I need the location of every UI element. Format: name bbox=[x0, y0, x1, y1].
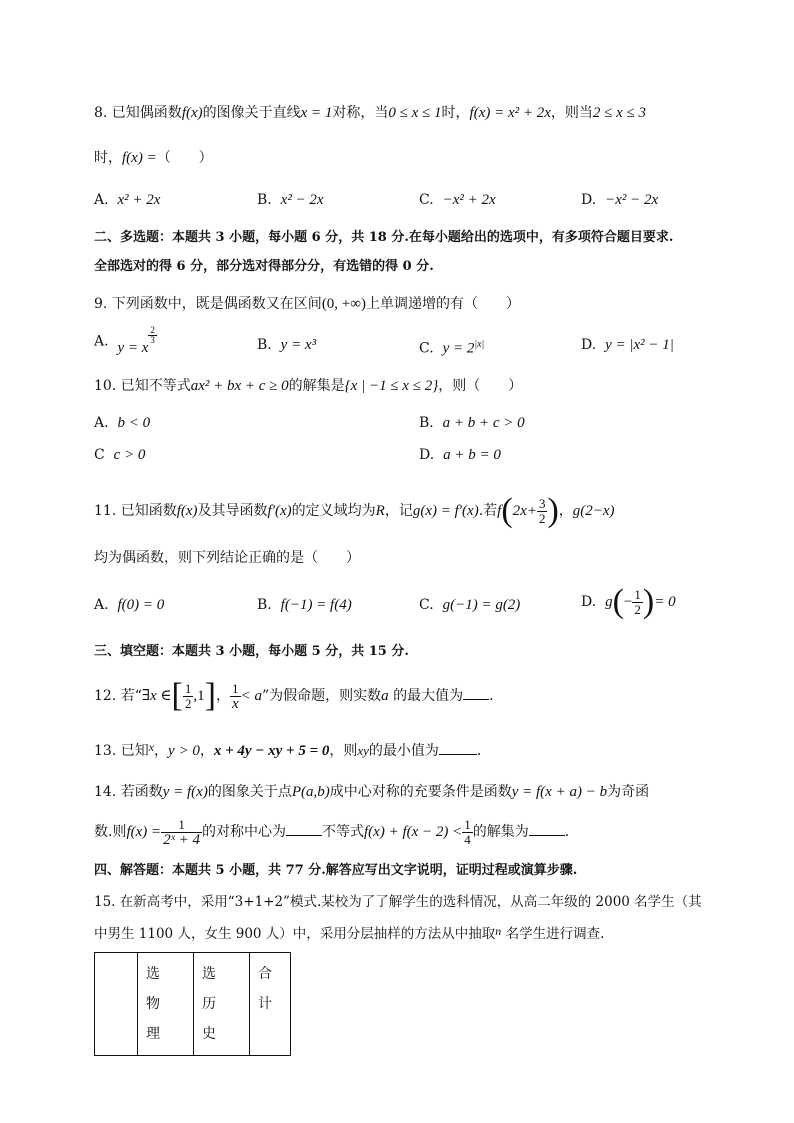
q11-option-c bbox=[419, 596, 520, 614]
q13-text: 13. 已知 bbox=[94, 743, 149, 759]
frac-num: 1 bbox=[161, 818, 202, 833]
q14-text-b: 的图象关于点 bbox=[207, 784, 292, 800]
q13-text-b: ，则 bbox=[329, 743, 358, 759]
q8-option-d bbox=[581, 191, 658, 209]
math-set: {x | −1 ≤ x ≤ 2} bbox=[344, 378, 439, 394]
q15-stem-line1: 15. 在新高考中，采用“3+1+2”模式.某校为了了解学生的选科情况，从高二年级的 2000 名学生（其 bbox=[94, 894, 702, 910]
q14-stem-line1 bbox=[94, 783, 649, 801]
q12-end: . bbox=[489, 688, 494, 704]
math-y2: y = f(x + a) − b bbox=[511, 784, 608, 800]
option-letter: A. bbox=[94, 597, 109, 613]
right-paren: ) bbox=[547, 492, 559, 529]
header-physics: 选物理 bbox=[146, 966, 170, 1042]
math-P: P(a,b) bbox=[291, 784, 330, 800]
math-dfx: f′(x) bbox=[267, 503, 292, 519]
section2-heading-line2: 全部选对的得 6 分，部分选对得部分分，有选错的得 0 分. bbox=[94, 259, 434, 274]
q8-text-mid3: 时， bbox=[441, 105, 470, 121]
section3-heading: 三、填空题：本题共 3 小题，每小题 5 分，共 15 分. bbox=[94, 644, 409, 659]
fraction-f bbox=[161, 818, 202, 847]
q10-stem bbox=[94, 377, 522, 395]
left-paren: ( bbox=[501, 492, 513, 529]
q12-text: 12. 若“ bbox=[94, 688, 142, 704]
answer-paren: （ ） bbox=[156, 150, 213, 166]
q8-line2 bbox=[94, 149, 213, 167]
option-expr: g bbox=[605, 594, 613, 610]
fraction-1-x bbox=[230, 682, 241, 711]
q8-text-mid1: 的图像关于直线 bbox=[202, 105, 301, 121]
table-header-cell bbox=[138, 953, 194, 1056]
q9-text: 9. 下列函数中，既是偶函数又在区间 bbox=[94, 296, 322, 312]
frac-den: x bbox=[231, 695, 239, 712]
option-expr: y = 2 bbox=[442, 340, 475, 357]
q11-text-b: 及其导函数 bbox=[197, 503, 268, 519]
q12-text-c: 的最大值为 bbox=[388, 688, 464, 704]
fraction-1-4 bbox=[462, 818, 473, 847]
fraction-1-2 bbox=[183, 682, 194, 711]
option-letter: D. bbox=[419, 447, 435, 463]
answer-blank-center[interactable] bbox=[286, 821, 322, 836]
fraction-3-2 bbox=[537, 497, 548, 526]
math-def: f(x) = x² + 2x bbox=[469, 105, 551, 121]
q14-text-d: 为奇函 bbox=[607, 784, 650, 800]
frac-den: 2ˣ + 4 bbox=[163, 831, 200, 848]
frac-den: 2 bbox=[184, 695, 192, 711]
math-n: n bbox=[495, 924, 502, 938]
option-expr: y = x bbox=[117, 339, 149, 356]
math-ypos: y > 0 bbox=[168, 743, 200, 759]
option-letter: A. bbox=[94, 415, 109, 431]
option-expr: a + b = 0 bbox=[443, 447, 501, 463]
q13-stem bbox=[94, 740, 481, 760]
math-range1: 0 ≤ x ≤ 1 bbox=[388, 105, 442, 121]
answer-blank[interactable] bbox=[463, 685, 489, 700]
option-expr-b: = 0 bbox=[654, 594, 676, 610]
q8-text-mid2: 对称，当 bbox=[332, 105, 389, 121]
q10-option-b bbox=[419, 414, 525, 432]
table-header-cell bbox=[194, 953, 250, 1056]
frac-num: 1 bbox=[634, 586, 641, 602]
option-expr: f(−1) = f(4) bbox=[280, 597, 352, 613]
q8-line2-text: 时， bbox=[94, 150, 122, 166]
q14-line2-b: 的对称中心为 bbox=[202, 824, 286, 840]
q12-sep: ， bbox=[215, 688, 230, 704]
frac-den: 4 bbox=[464, 831, 471, 847]
q9-option-b bbox=[257, 336, 316, 354]
q15-text: 中男生 1100 人，女生 900 人）中，采用分层抽样的方法从中抽取 bbox=[94, 926, 496, 942]
option-expr: x² − 2x bbox=[280, 192, 324, 208]
math-f: f bbox=[497, 503, 502, 519]
fraction-1-2 bbox=[632, 588, 643, 617]
option-expr: g(−1) = g(2) bbox=[442, 597, 521, 613]
math-xy: xy bbox=[357, 743, 369, 758]
option-letter: A. bbox=[94, 333, 109, 350]
math-fx: f(x) bbox=[181, 105, 203, 121]
q9-text-b: 上单调递增的有（ ） bbox=[365, 296, 520, 312]
q11-option-d bbox=[581, 583, 676, 620]
q15-text-b: 名学生进行调查. bbox=[501, 926, 605, 942]
answer-blank[interactable] bbox=[439, 740, 477, 755]
right-paren: ) bbox=[642, 583, 655, 620]
q14-stem-line2 bbox=[94, 815, 569, 849]
q8-option-a bbox=[94, 191, 160, 209]
option-expr: x² + 2x bbox=[117, 192, 161, 208]
option-letter: C bbox=[94, 447, 105, 463]
q10-option-c bbox=[94, 446, 145, 464]
math-a: a bbox=[381, 688, 389, 704]
math-lt: < a bbox=[240, 688, 262, 704]
option-letter: C. bbox=[419, 597, 434, 613]
q14-text-c: 成中心对称的充要条件是函数 bbox=[329, 784, 512, 800]
q11-option-a bbox=[94, 596, 164, 614]
math-R: R bbox=[375, 503, 385, 519]
table-header-cell bbox=[250, 953, 291, 1056]
q11-stem-line2: 均为偶函数，则下列结论正确的是（ ） bbox=[94, 550, 360, 566]
q10-option-a bbox=[94, 414, 150, 432]
q9-option-c bbox=[419, 336, 484, 358]
math-ineq: f(x) + f(x − 2) < bbox=[364, 824, 463, 840]
q10-text: 10. 已知不等式 bbox=[94, 378, 191, 394]
q14-line2-c: 不等式 bbox=[322, 824, 364, 840]
section4-heading: 四、解答题：本题共 5 小题，共 77 分.解答应写出文字说明，证明过程或演算步骤. bbox=[94, 863, 578, 878]
q13-sep2: ， bbox=[199, 743, 214, 759]
option-expr: b < 0 bbox=[117, 415, 151, 431]
q10-text-b: 的解集是 bbox=[288, 378, 345, 394]
q9-option-d bbox=[581, 336, 674, 354]
option-expr: y = |x² − 1| bbox=[605, 337, 674, 353]
q9-option-a bbox=[94, 325, 157, 356]
math-interval: (0, +∞) bbox=[321, 296, 366, 312]
option-letter: B. bbox=[257, 337, 272, 353]
math-arg: 2x+ bbox=[512, 503, 537, 519]
q8-line1 bbox=[94, 104, 646, 122]
option-letter: B. bbox=[257, 597, 272, 613]
left-paren: ( bbox=[612, 583, 624, 620]
frac-num: 1 bbox=[230, 682, 241, 697]
q11-text: 11. 已知函数 bbox=[94, 503, 177, 519]
frac-den: 2 bbox=[538, 510, 546, 526]
math-gdef: g(x) = f′(x) bbox=[412, 503, 479, 519]
option-letter: B. bbox=[257, 192, 272, 208]
q14-line2-d: 的解集为 bbox=[472, 824, 529, 840]
option-expr: c > 0 bbox=[113, 447, 146, 463]
math-ineq: ax² + bx + c ≥ 0 bbox=[190, 378, 289, 394]
q13-end: . bbox=[476, 743, 482, 759]
option-letter: C. bbox=[419, 192, 434, 208]
math-g2: g(2−x) bbox=[572, 503, 615, 519]
q11-text-d: ，记 bbox=[384, 503, 413, 519]
option-letter: D. bbox=[581, 337, 597, 353]
math-y1: y = f(x) bbox=[162, 784, 208, 800]
q11-text-f: ， bbox=[558, 503, 573, 519]
exp-num: 2 bbox=[150, 325, 155, 335]
option-letter: C. bbox=[419, 340, 434, 357]
math-range2: 2 ≤ x ≤ 3 bbox=[592, 105, 647, 121]
q14-text: 14. 若函数 bbox=[94, 784, 163, 800]
survey-table bbox=[94, 952, 291, 1056]
q11-text-e: .若 bbox=[478, 503, 498, 519]
option-sup: |x| bbox=[474, 339, 485, 350]
section2-heading-line1: 二、多选题：本题共 3 小题，每小题 6 分，共 18 分.在每小题给出的选项中，有多项符合题目要求. bbox=[94, 230, 674, 245]
neg-sign: − bbox=[623, 594, 633, 610]
q11-stem-line1 bbox=[94, 492, 615, 529]
q10-option-d bbox=[419, 446, 501, 464]
q14-line2-text: 数.则 bbox=[94, 824, 127, 840]
q11-text-c: 的定义域均为 bbox=[291, 503, 376, 519]
q10-text-c: ，则（ ） bbox=[438, 378, 523, 394]
option-expr: −x² + 2x bbox=[442, 192, 496, 208]
table-header-row bbox=[95, 953, 291, 1056]
left-bracket: [ bbox=[171, 677, 183, 714]
q9-stem bbox=[94, 295, 520, 313]
header-total: 合计 bbox=[258, 966, 282, 1012]
option-letter: D. bbox=[581, 192, 597, 208]
table-header-cell bbox=[95, 953, 138, 1056]
option-expr: y = x³ bbox=[280, 337, 317, 353]
option-letter: D. bbox=[581, 594, 597, 610]
q12-text-b: ”为假命题，则实数 bbox=[261, 688, 382, 704]
option-expr: −x² − 2x bbox=[605, 192, 659, 208]
header-history: 选历史 bbox=[202, 966, 226, 1042]
option-letter: B. bbox=[419, 415, 434, 431]
right-bracket: ] bbox=[204, 677, 216, 714]
frac-num: 3 bbox=[538, 495, 546, 511]
math-sym-line: x = 1 bbox=[300, 105, 333, 121]
q11-option-b bbox=[257, 596, 352, 614]
q15-stem-line2 bbox=[94, 925, 604, 943]
q14-end: . bbox=[564, 824, 570, 840]
q13-text-c: 的最小值为 bbox=[368, 743, 439, 759]
math-comma-one: ,1 bbox=[193, 688, 205, 704]
math-eq: x + 4y − xy + 5 = 0 bbox=[213, 743, 330, 759]
option-expr: a + b + c > 0 bbox=[442, 415, 525, 431]
math-fx: f(x) bbox=[176, 503, 198, 519]
answer-blank-solution[interactable] bbox=[529, 821, 565, 836]
q8-text: 8. 已知偶函数 bbox=[94, 105, 182, 121]
math-x: x bbox=[148, 740, 155, 754]
math-exists: ∃x ∈ bbox=[141, 688, 172, 704]
frac-den: 2 bbox=[634, 601, 641, 617]
option-letter: A. bbox=[94, 192, 109, 208]
q8-text-mid4: ，则当 bbox=[550, 105, 593, 121]
math-fx: f(x) = bbox=[126, 824, 162, 840]
frac-num: 1 bbox=[184, 680, 192, 696]
header-empty bbox=[95, 953, 137, 965]
option-expr: f(0) = 0 bbox=[117, 597, 165, 613]
q8-option-c bbox=[419, 191, 496, 209]
q12-stem bbox=[94, 677, 494, 714]
exponent-fraction bbox=[148, 326, 157, 345]
q8-option-b bbox=[257, 191, 324, 209]
frac-num: 1 bbox=[464, 816, 471, 832]
exp-den: 3 bbox=[150, 335, 155, 345]
q13-sep1: ， bbox=[154, 743, 169, 759]
math-fx-eq: f(x) = bbox=[122, 150, 157, 166]
